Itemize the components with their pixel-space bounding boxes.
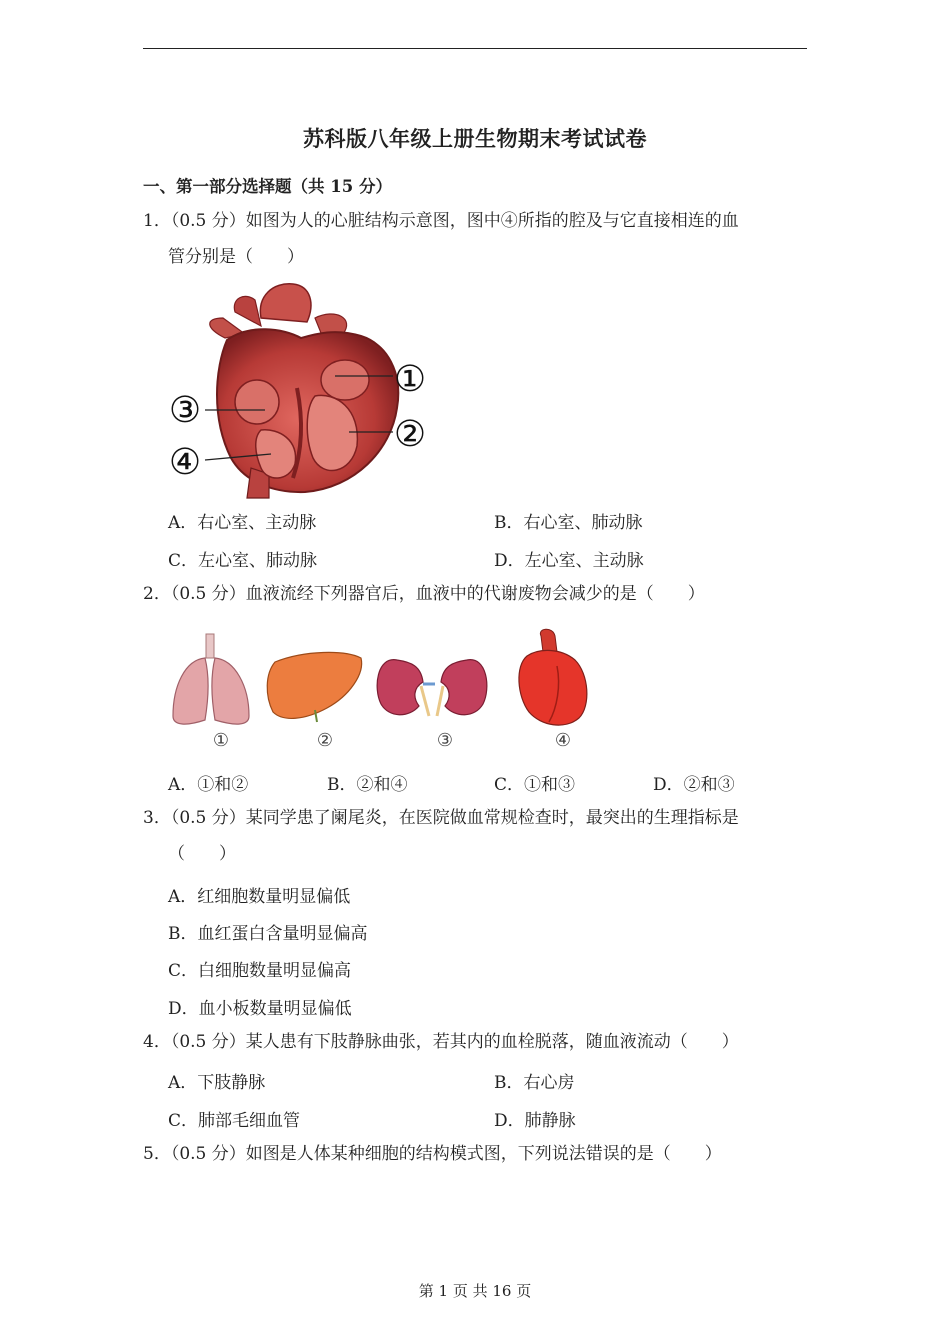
question-4-option-d: D．肺静脉	[494, 1111, 576, 1131]
heart-label-4: ④	[168, 442, 202, 483]
organ-label-2: ②	[316, 730, 334, 751]
question-3-option-b: B．血红蛋白含量明显偏高	[168, 924, 368, 944]
section-heading: 一、第一部分选择题（共 15 分）	[143, 177, 392, 196]
liver-image	[267, 652, 361, 722]
kidneys-image	[377, 660, 487, 716]
heart-label-2: ②	[393, 414, 427, 455]
question-3-option-d: D．血小板数量明显偏低	[168, 999, 352, 1019]
question-1-option-c: C．左心室、肺动脉	[168, 551, 318, 571]
question-4-option-c: C．肺部毛细血管	[168, 1111, 301, 1131]
question-3-option-c: C．白细胞数量明显偏高	[168, 961, 352, 981]
question-1-option-b: B．右心室、肺动脉	[494, 513, 643, 533]
question-4-option-a: A．下肢静脉	[168, 1073, 266, 1093]
question-4-line-1: 4．（0.5 分）某人患有下肢静脉曲张，若其内的血栓脱落，随血液流动（ ）	[143, 1032, 739, 1052]
heart-image	[519, 629, 587, 725]
organ-label-4: ④	[554, 730, 572, 751]
heart-label-1: ①	[393, 359, 427, 400]
question-1-option-d: D．左心室、主动脉	[494, 551, 644, 571]
question-2-option-a: A．①和②	[168, 775, 249, 795]
organ-label-1: ①	[212, 730, 230, 751]
lungs-image	[173, 634, 249, 724]
question-2-option-b: B．②和④	[327, 775, 408, 795]
question-5-line-1: 5．（0.5 分）如图是人体某种细胞的结构模式图，下列说法错误的是（ ）	[143, 1144, 722, 1164]
question-1-line-1: 1．（0.5 分）如图为人的心脏结构示意图，图中④所指的腔及与它直接相连的血	[143, 211, 739, 231]
question-1-line-2: 管分别是（ ）	[168, 247, 304, 267]
question-1-option-a: A．右心室、主动脉	[168, 513, 317, 533]
question-2-line-1: 2．（0.5 分）血液流经下列器官后，血液中的代谢废物会减少的是（ ）	[143, 584, 705, 604]
organ-label-3: ③	[436, 730, 454, 751]
header-rule	[143, 48, 807, 49]
page-title: 苏科版八年级上册生物期末考试试卷	[303, 126, 647, 151]
organs-diagram	[165, 626, 595, 756]
page-footer: 第 1 页 共 16 页	[418, 1282, 532, 1300]
question-3-line-2: （ ）	[168, 844, 236, 864]
heart-structure-diagram	[165, 278, 435, 500]
question-3-line-1: 3．（0.5 分）某同学患了阑尾炎，在医院做血常规检查时，最突出的生理指标是	[143, 808, 739, 828]
question-2-option-c: C．①和③	[494, 775, 576, 795]
question-2-option-d: D．②和③	[653, 775, 735, 795]
heart-label-3: ③	[168, 390, 202, 431]
question-4-option-b: B．右心房	[494, 1073, 575, 1093]
question-3-option-a: A．红细胞数量明显偏低	[168, 887, 351, 907]
